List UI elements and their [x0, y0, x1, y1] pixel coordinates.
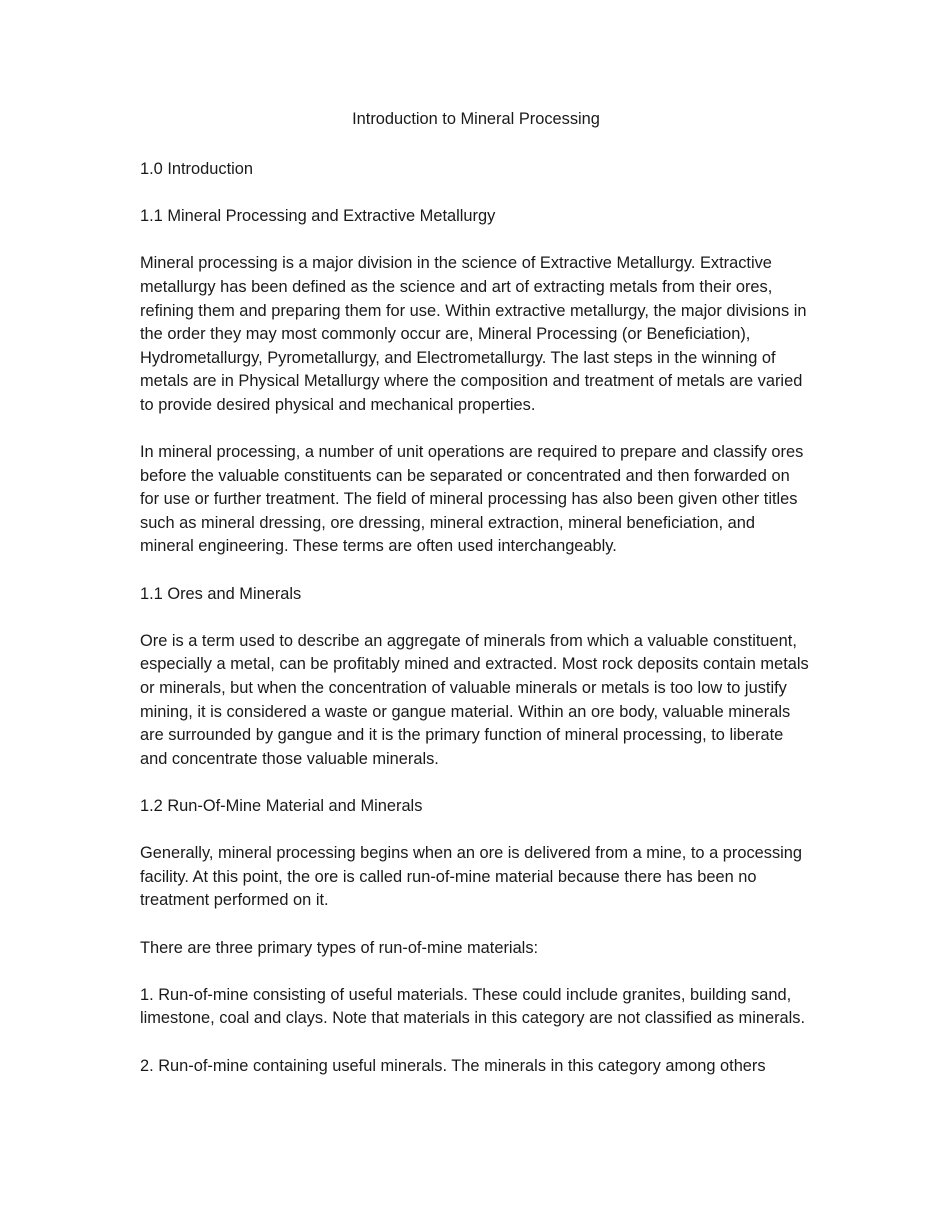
- document-title: Introduction to Mineral Processing: [352, 110, 600, 128]
- section-heading-mineral-processing: 1.1 Mineral Processing and Extractive Metallurgy: [140, 207, 496, 226]
- paragraph-extractive-metallurgy: Mineral processing is a major division in the science of Extractive Metallurgy. Extractive metallurgy has been defined as the science and art of extracting metals from their ores, refining them and preparing them for use. Within extractive metallurgy, the major divisions in the order they may most commonly occur are, Mineral Processing (or Beneficiation), Hydrometallurgy, Pyrometallurgy, and Electrometallurgy. The last steps in the winning of metals are in Physical Metallurgy where the composition and treatment of metals are varied to provide desired physical and mechanical properties.: [140, 254, 807, 414]
- list-item-useful-materials: 1. Run-of-mine consisting of useful materials. These could include granites, building sand, limestone, coal and clays. Note that materials in this category are not classified as minerals.: [140, 985, 806, 1028]
- paragraph-unit-operations: In mineral processing, a number of unit operations are required to prepare and classify ores before the valuable constituents can be separated or concentrated and then forwarded on for use or further treatment. The field of mineral processing has also been given other titles such as mineral dressing, ore dressing, mineral extraction, mineral beneficiation, and mineral engineering. These terms are often used interchangeably.: [140, 443, 804, 556]
- list-item-useful-minerals: 2. Run-of-mine containing useful minerals. The minerals in this category among others: [140, 1056, 766, 1075]
- paragraph-run-of-mine-intro: Generally, mineral processing begins when an ore is delivered from a mine, to a processing facility. At this point, the ore is called run-of-mine material because there has been no treatment performed on it.: [140, 844, 803, 910]
- section-heading-ores-minerals: 1.1 Ores and Minerals: [140, 584, 302, 603]
- paragraph-ores-definition: Ore is a term used to describe an aggregate of minerals from which a valuable constituent, especially a metal, can be profitably mined and extracted. Most rock deposits contain metals or minerals, but when the concentration of valuable minerals or metals is too low to justify mining, it is considered a waste or gangue material. Within an ore body, valuable minerals are surrounded by gangue and it is the primary function of mineral processing, to liberate and concentrate those valuable minerals.: [140, 631, 809, 768]
- section-heading-run-of-mine: 1.2 Run-Of-Mine Material and Minerals: [140, 797, 423, 816]
- paragraph-three-types: There are three primary types of run-of-mine materials:: [140, 938, 539, 957]
- section-heading-introduction: 1.0 Introduction: [140, 159, 253, 178]
- document-body: [140, 108, 812, 1102]
